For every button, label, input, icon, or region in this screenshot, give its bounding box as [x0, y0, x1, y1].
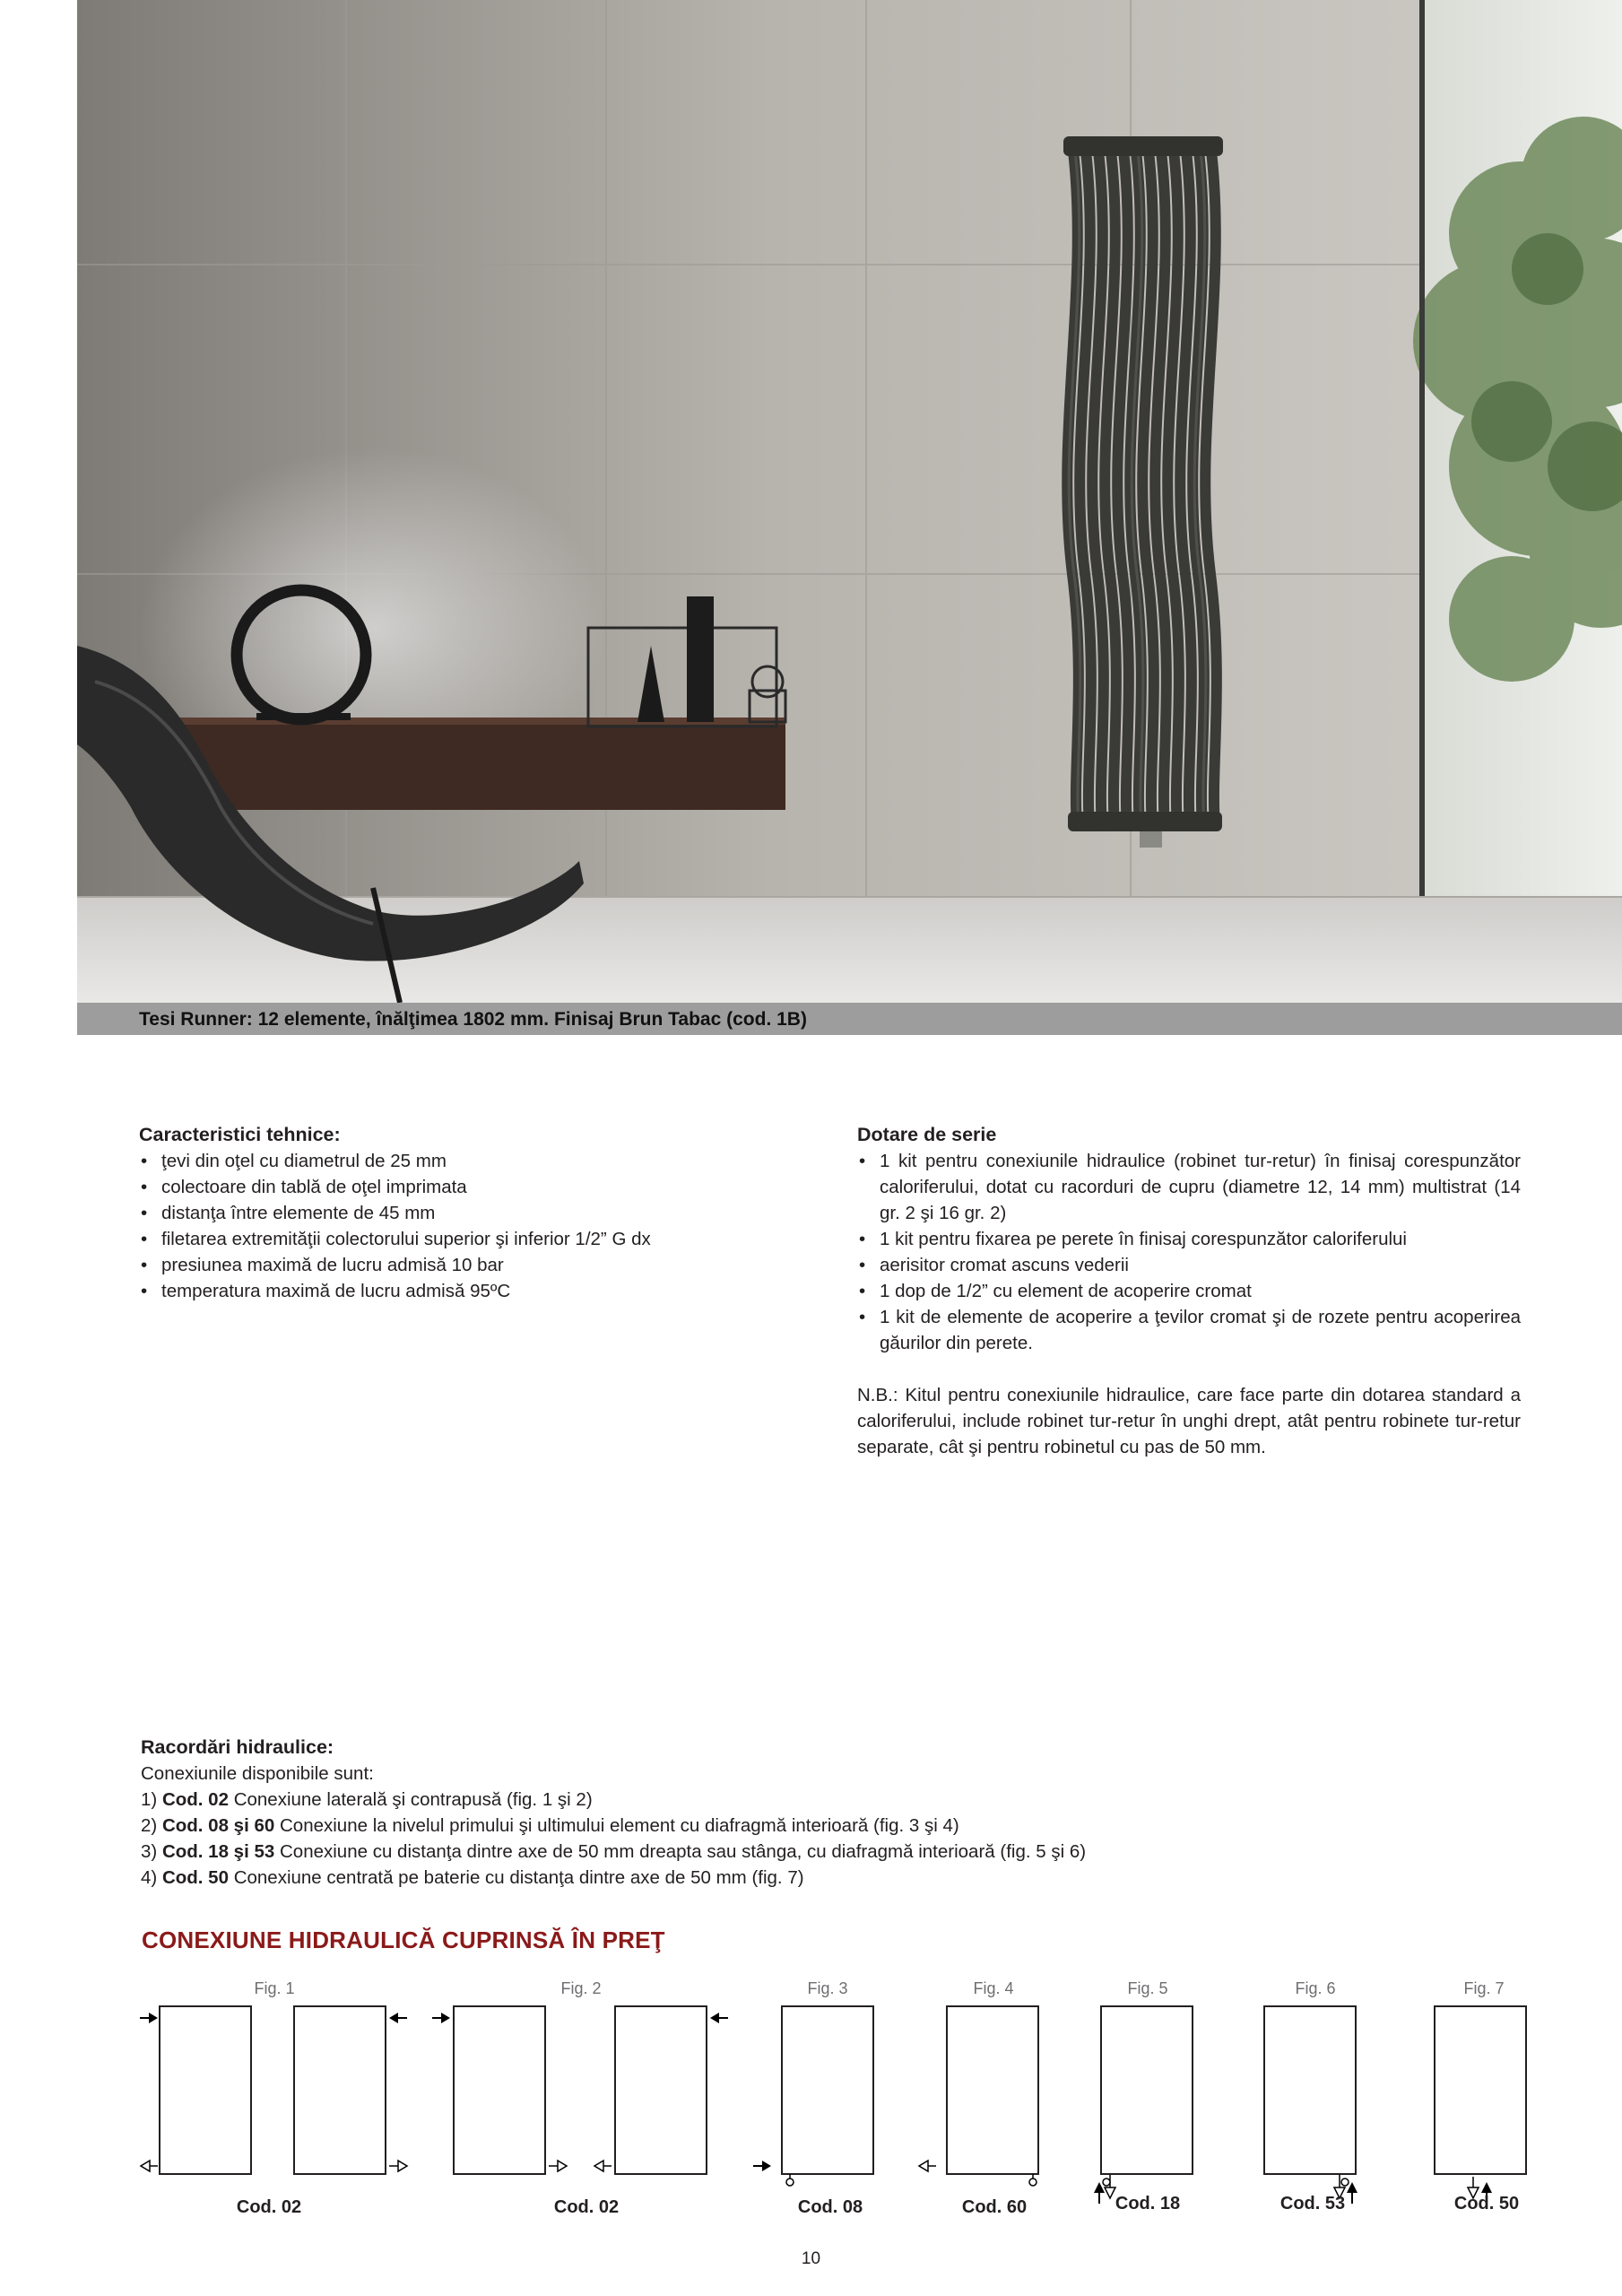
fig-label: Fig. 3 [807, 1979, 848, 1997]
radiator-box [947, 2006, 1038, 2174]
item-text: Conexiune centrată pe baterie cu distanţa dintre axe de 50 mm (fig. 7) [233, 1867, 804, 1888]
arrow-left-open-icon [594, 2161, 612, 2171]
list-item: • 1 kit pentru fixarea pe perete în finisaj corespunzător caloriferului [857, 1226, 1521, 1252]
nb-note: N.B.: Kitul pentru conexiunile hidraulice, care face parte din dotarea standard a caloriferului, include robinet tur-retur în unghi drept, atât pentru robinete tur-retur separate, cât şi pentru robinetul cu pas de 50 mm. [857, 1385, 1521, 1457]
connection-item [141, 1865, 1396, 1891]
connection-included-title: CONEXIUNE HIDRAULICĂ CUPRINSĂ ÎN PREŢ [142, 1926, 665, 1953]
item-number: 4) [141, 1867, 158, 1888]
list-item: • 1 kit pentru conexiunile hidraulice (robinet tur-retur) în finisaj corespunzător caloriferului, dotat cu racorduri de cupru (diametre 12, 14 mm) multistrat (14 gr. 2 şi 16 gr. 2) [857, 1148, 1521, 1226]
list-item: • temperatura maximă de lucru admisă 95ºC [139, 1278, 713, 1304]
page-number: 10 [801, 2249, 821, 2268]
cod-label: Cod. 50 [1453, 2194, 1520, 2213]
item-text: Conexiune cu distanţa dintre axe de 50 mm dreapta sau stânga, cu diafragmă interioară (fig. 5 şi 6) [279, 1841, 1087, 1862]
radiator-box [1264, 2006, 1356, 2174]
list-item: • 1 dop de 1/2” cu element de acoperire cromat [857, 1278, 1521, 1304]
radiator-box [294, 2006, 386, 2174]
valve-circle-icon [786, 2179, 794, 2186]
list-item: • ţevi din oţel cu diametrul de 25 mm [139, 1148, 713, 1174]
arrow-right-filled-icon [753, 2161, 771, 2171]
radiator-box [454, 2006, 545, 2174]
standard-equipment-title: Dotare de serie [857, 1124, 997, 1145]
radiator-box [782, 2006, 873, 2174]
list-item: • colectoare din tablă de oţel imprimata [139, 1174, 713, 1200]
item-text: Conexiune la nivelul primului şi ultimului element cu diafragmă interioară (fig. 3 şi 4) [279, 1815, 959, 1836]
cod-label: Cod. 60 [961, 2197, 1028, 2217]
item-number: 1) [141, 1789, 158, 1810]
radiator-box [160, 2006, 251, 2174]
fig-label: Fig. 5 [1127, 1979, 1168, 1997]
item-code: Cod. 18 şi 53 [161, 1841, 275, 1862]
hydraulic-connections-section [141, 1735, 1396, 1891]
cod-label: Cod. 02 [236, 2197, 302, 2217]
radiator-box [1101, 2006, 1193, 2174]
list-item: • filetarea extremităţii colectorului superior şi inferior 1/2” G dx [139, 1226, 713, 1252]
list-item: • distanţa între elemente de 45 mm [139, 1200, 713, 1226]
arrow-right-filled-icon [140, 2013, 158, 2023]
fig-label: Fig. 2 [560, 1979, 602, 1997]
item-number: 3) [141, 1841, 158, 1862]
valve-circle-icon [1029, 2179, 1037, 2186]
tech-specs-title: Caracteristici tehnice: [139, 1124, 341, 1145]
arrow-right-filled-icon [432, 2013, 450, 2023]
arrow-left-open-icon [919, 2161, 936, 2171]
connection-item [141, 1839, 1396, 1865]
cod-label: Cod. 53 [1279, 2194, 1346, 2213]
product-photo [77, 0, 1622, 1003]
cod-label: Cod. 18 [1115, 2194, 1181, 2213]
item-code: Cod. 02 [161, 1789, 229, 1810]
list-item: • aerisitor cromat ascuns vederii [857, 1252, 1521, 1278]
list-item: • 1 kit de elemente de acoperire a ţevilor cromat şi de rozete pentru acoperirea găurilor din perete. [857, 1304, 1521, 1356]
photo-caption: Tesi Runner: 12 elemente, înălţimea 1802 mm. Finisaj Brun Tabac (cod. 1B) [139, 1009, 807, 1030]
fig-label: Fig. 4 [973, 1979, 1014, 1997]
arrow-left-open-icon [141, 2161, 158, 2171]
connection-diagrams [126, 1969, 1560, 2265]
item-text: Conexiune laterală şi contrapusă (fig. 1 şi 2) [233, 1789, 593, 1810]
arrow-right-open-icon [389, 2161, 407, 2171]
arrow-up-filled-icon [1094, 2182, 1105, 2204]
cod-label: Cod. 08 [797, 2197, 863, 2217]
item-code: Cod. 08 şi 60 [161, 1815, 275, 1836]
interior-radiator-photo-icon [77, 0, 1622, 1003]
item-number: 2) [141, 1815, 158, 1836]
fig-label: Fig. 1 [254, 1979, 295, 1997]
standard-equipment-list [857, 1148, 1521, 1356]
arrow-left-filled-icon [710, 2013, 728, 2023]
radiator-box [1435, 2006, 1526, 2174]
tech-specs-list [139, 1148, 713, 1304]
connection-item [141, 1787, 1396, 1813]
arrow-right-open-icon [549, 2161, 567, 2171]
fig-label: Fig. 7 [1463, 1979, 1505, 1997]
item-code: Cod. 50 [161, 1867, 229, 1888]
tech-specs-section [139, 1122, 713, 1304]
connection-item [141, 1813, 1396, 1839]
fig-label: Fig. 6 [1295, 1979, 1336, 1997]
standard-equipment-section [857, 1122, 1521, 1479]
list-item: • presiunea maximă de lucru admisă 10 bar [139, 1252, 713, 1278]
hydraulic-connections-title: Racordări hidraulice: [141, 1736, 334, 1758]
arrow-up-filled-icon [1347, 2182, 1357, 2204]
arrow-left-filled-icon [389, 2013, 407, 2023]
cod-label: Cod. 02 [553, 2197, 620, 2217]
hydraulic-connections-intro: Conexiunile disponibile sunt: [141, 1763, 374, 1784]
radiator-box [615, 2006, 707, 2174]
